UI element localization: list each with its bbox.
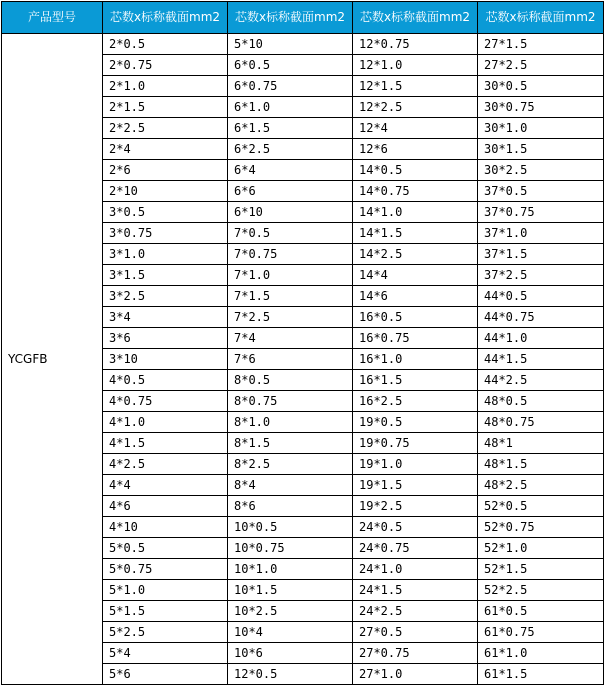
spec-cell: 44*0.5 [478,286,604,307]
spec-cell: 3*10 [103,349,228,370]
spec-cell: 16*2.5 [353,391,478,412]
spec-cell: 10*0.75 [228,538,353,559]
spec-cell: 12*0.5 [228,664,353,685]
spec-cell: 5*1.0 [103,580,228,601]
spec-cell: 19*0.5 [353,412,478,433]
spec-table [1,1,604,685]
spec-cell: 19*1.5 [353,475,478,496]
spec-cell: 8*0.75 [228,391,353,412]
spec-cell: 6*1.5 [228,118,353,139]
spec-cell: 5*0.75 [103,559,228,580]
spec-cell: 7*2.5 [228,307,353,328]
spec-cell: 52*0.75 [478,517,604,538]
spec-cell: 4*2.5 [103,454,228,475]
spec-cell: 8*4 [228,475,353,496]
spec-cell: 3*4 [103,307,228,328]
spec-cell: 24*1.5 [353,580,478,601]
spec-cell: 4*1.0 [103,412,228,433]
spec-cell: 14*1.5 [353,223,478,244]
spec-cell: 19*1.0 [353,454,478,475]
spec-cell: 2*2.5 [103,118,228,139]
spec-cell: 8*6 [228,496,353,517]
spec-cell: 37*0.5 [478,181,604,202]
spec-cell: 24*0.5 [353,517,478,538]
spec-cell: 44*2.5 [478,370,604,391]
spec-cell: 30*0.75 [478,97,604,118]
spec-cell: 37*1.5 [478,244,604,265]
spec-cell: 30*1.0 [478,118,604,139]
spec-cell: 7*4 [228,328,353,349]
header-spec-1: 芯数x标称截面mm2 [103,2,228,34]
spec-cell: 3*0.75 [103,223,228,244]
spec-cell: 5*6 [103,664,228,685]
spec-cell: 12*2.5 [353,97,478,118]
spec-cell: 37*1.0 [478,223,604,244]
spec-cell: 61*1.0 [478,643,604,664]
spec-cell: 3*1.0 [103,244,228,265]
spec-cell: 5*2.5 [103,622,228,643]
header-row [2,2,604,34]
spec-cell: 52*1.5 [478,559,604,580]
spec-cell: 48*1.5 [478,454,604,475]
spec-cell: 6*0.5 [228,55,353,76]
spec-cell: 4*4 [103,475,228,496]
spec-cell: 19*2.5 [353,496,478,517]
spec-cell: 6*0.75 [228,76,353,97]
header-spec-2: 芯数x标称截面mm2 [228,2,353,34]
spec-cell: 7*6 [228,349,353,370]
spec-cell: 44*1.5 [478,349,604,370]
spec-cell: 7*1.5 [228,286,353,307]
table-body [2,34,604,685]
spec-cell: 14*0.75 [353,181,478,202]
spec-cell: 6*1.0 [228,97,353,118]
spec-cell: 16*1.0 [353,349,478,370]
spec-cell: 37*2.5 [478,265,604,286]
spec-cell: 2*4 [103,139,228,160]
spec-cell: 10*0.5 [228,517,353,538]
spec-cell: 7*1.0 [228,265,353,286]
spec-cell: 27*0.5 [353,622,478,643]
spec-cell: 14*0.5 [353,160,478,181]
spec-cell: 3*6 [103,328,228,349]
spec-cell: 61*1.5 [478,664,604,685]
spec-cell: 12*0.75 [353,34,478,55]
spec-cell: 16*0.5 [353,307,478,328]
spec-cell: 10*6 [228,643,353,664]
spec-cell: 5*0.5 [103,538,228,559]
spec-cell: 12*1.0 [353,55,478,76]
spec-cell: 24*1.0 [353,559,478,580]
spec-cell: 48*0.5 [478,391,604,412]
spec-cell: 4*0.5 [103,370,228,391]
spec-cell: 14*2.5 [353,244,478,265]
spec-cell: 8*1.0 [228,412,353,433]
spec-cell: 6*6 [228,181,353,202]
spec-cell: 2*0.5 [103,34,228,55]
spec-cell: 19*0.75 [353,433,478,454]
table-row [2,34,604,55]
spec-cell: 52*2.5 [478,580,604,601]
spec-cell: 4*1.5 [103,433,228,454]
spec-cell: 3*0.5 [103,202,228,223]
model-cell: YCGFB [2,34,103,685]
spec-cell: 24*2.5 [353,601,478,622]
spec-cell: 27*1.5 [478,34,604,55]
spec-cell: 6*4 [228,160,353,181]
spec-cell: 12*4 [353,118,478,139]
spec-cell: 10*4 [228,622,353,643]
spec-cell: 7*0.75 [228,244,353,265]
spec-cell: 6*2.5 [228,139,353,160]
spec-cell: 4*6 [103,496,228,517]
spec-cell: 30*0.5 [478,76,604,97]
header-spec-3: 芯数x标称截面mm2 [353,2,478,34]
spec-cell: 3*2.5 [103,286,228,307]
header-spec-4: 芯数x标称截面mm2 [478,2,604,34]
spec-cell: 14*6 [353,286,478,307]
spec-cell: 7*0.5 [228,223,353,244]
spec-cell: 30*1.5 [478,139,604,160]
spec-cell: 37*0.75 [478,202,604,223]
spec-cell: 27*1.0 [353,664,478,685]
spec-cell: 3*1.5 [103,265,228,286]
spec-cell: 27*2.5 [478,55,604,76]
spec-cell: 10*2.5 [228,601,353,622]
spec-cell: 44*0.75 [478,307,604,328]
spec-cell: 2*1.5 [103,97,228,118]
spec-cell: 6*10 [228,202,353,223]
spec-cell: 52*0.5 [478,496,604,517]
spec-cell: 5*10 [228,34,353,55]
spec-cell: 5*4 [103,643,228,664]
spec-cell: 8*0.5 [228,370,353,391]
spec-cell: 2*0.75 [103,55,228,76]
spec-cell: 12*6 [353,139,478,160]
spec-cell: 48*1 [478,433,604,454]
spec-cell: 61*0.75 [478,622,604,643]
spec-cell: 24*0.75 [353,538,478,559]
spec-cell: 4*10 [103,517,228,538]
header-model: 产品型号 [2,2,103,34]
spec-cell: 27*0.75 [353,643,478,664]
spec-cell: 14*1.0 [353,202,478,223]
spec-cell: 48*0.75 [478,412,604,433]
spec-cell: 2*1.0 [103,76,228,97]
spec-cell: 4*0.75 [103,391,228,412]
spec-cell: 2*6 [103,160,228,181]
spec-cell: 12*1.5 [353,76,478,97]
spec-cell: 16*0.75 [353,328,478,349]
spec-cell: 10*1.0 [228,559,353,580]
spec-cell: 61*0.5 [478,601,604,622]
spec-cell: 30*2.5 [478,160,604,181]
spec-cell: 16*1.5 [353,370,478,391]
spec-cell: 10*1.5 [228,580,353,601]
spec-cell: 8*1.5 [228,433,353,454]
spec-cell: 52*1.0 [478,538,604,559]
spec-cell: 8*2.5 [228,454,353,475]
spec-cell: 48*2.5 [478,475,604,496]
spec-cell: 2*10 [103,181,228,202]
spec-cell: 44*1.0 [478,328,604,349]
spec-cell: 14*4 [353,265,478,286]
spec-cell: 5*1.5 [103,601,228,622]
